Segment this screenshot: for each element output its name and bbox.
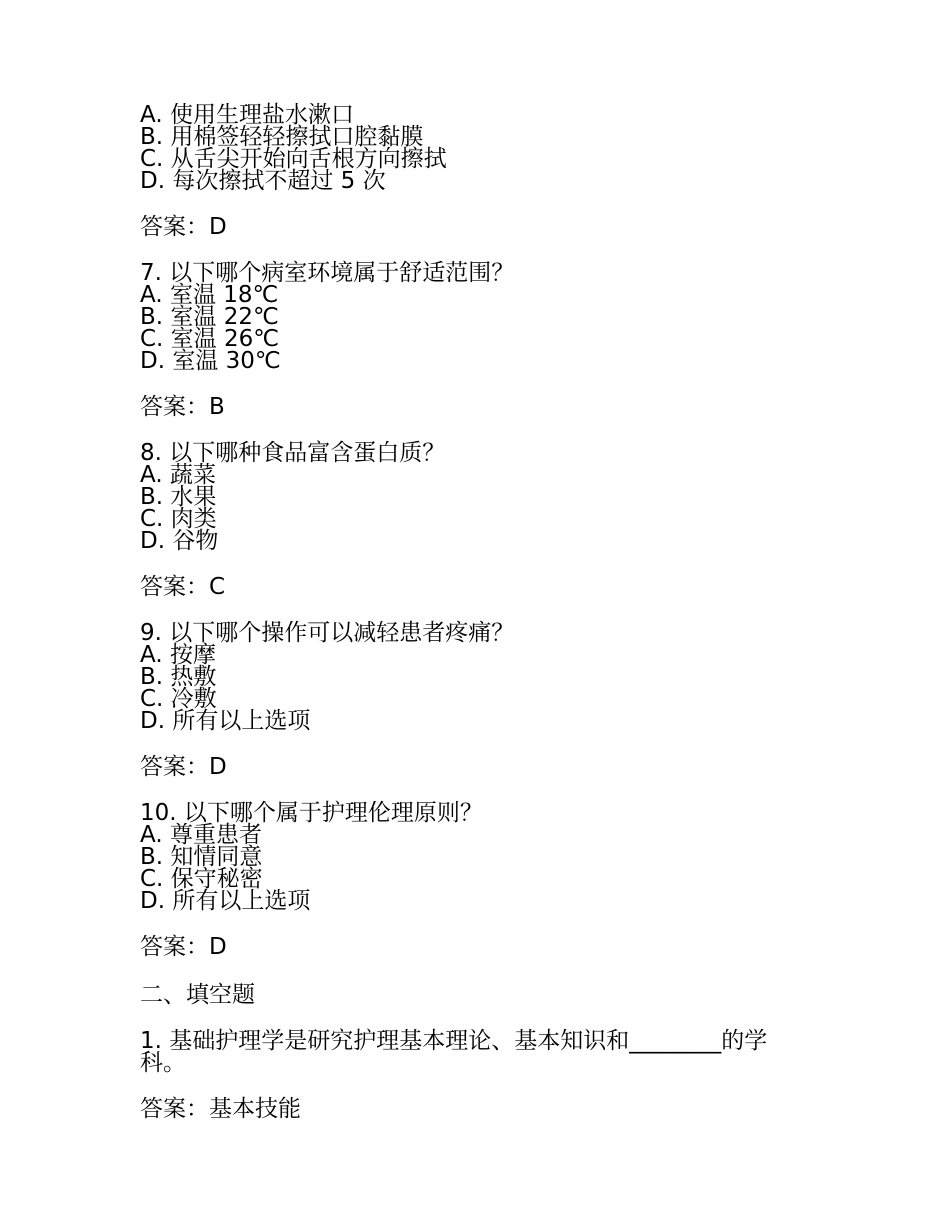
q7-question: 7. 以下哪个病室环境属于舒适范围？: [140, 260, 515, 286]
q10-option-d: D. 所有以上选项: [140, 888, 311, 914]
q9-option-b: B. 热敷: [140, 664, 217, 690]
question-8: [140, 442, 820, 552]
question-6: [140, 104, 820, 192]
fill1-question: 1. 基础护理学是研究护理基本理论、基本知识和________的学科。: [140, 1028, 768, 1076]
q9-option-c: C. 冷敷: [140, 686, 217, 712]
fill-question-1: [140, 1030, 820, 1074]
q8-question: 8. 以下哪种食品富含蛋白质？: [140, 440, 446, 466]
q7-option-a: A. 室温 18℃: [140, 282, 279, 308]
q6-option-a: A. 使用生理盐水漱口: [140, 102, 354, 128]
q10-answer: 答案：D: [140, 934, 227, 960]
question-7: [140, 262, 820, 372]
q8-option-c: C. 肉类: [140, 506, 217, 532]
q8-option-b: B. 水果: [140, 484, 217, 510]
q9-option-d: D. 所有以上选项: [140, 708, 311, 734]
q10-option-a: A. 尊重患者: [140, 822, 262, 848]
section-title-fill-in: 二、填空题: [140, 982, 255, 1008]
q9-question: 9. 以下哪个操作可以减轻患者疼痛？: [140, 620, 515, 646]
q8-answer: 答案：C: [140, 574, 226, 600]
q7-option-c: C. 室温 26℃: [140, 326, 280, 352]
q7-option-b: B. 室温 22℃: [140, 304, 279, 330]
q9-answer: 答案：D: [140, 754, 227, 780]
q8-option-d: D. 谷物: [140, 528, 219, 554]
q10-question: 10. 以下哪个属于护理伦理原则？: [140, 800, 483, 826]
q6-answer: 答案：D: [140, 214, 227, 240]
fill1-answer: 答案：基本技能: [140, 1096, 301, 1122]
q6-option-c: C. 从舌尖开始向舌根方向擦拭: [140, 146, 447, 172]
q7-answer: 答案：B: [140, 394, 225, 420]
q10-option-c: C. 保守秘密: [140, 866, 263, 892]
q8-option-a: A. 蔬菜: [140, 462, 216, 488]
document-page: [140, 104, 820, 1144]
q7-option-d: D. 室温 30℃: [140, 348, 281, 374]
q9-option-a: A. 按摩: [140, 642, 216, 668]
question-9: [140, 622, 820, 732]
q6-option-d: D. 每次擦拭不超过 5 次: [140, 168, 386, 194]
question-10: [140, 802, 820, 912]
q6-option-b: B. 用棉签轻轻擦拭口腔黏膜: [140, 124, 424, 150]
q10-option-b: B. 知情同意: [140, 844, 263, 870]
